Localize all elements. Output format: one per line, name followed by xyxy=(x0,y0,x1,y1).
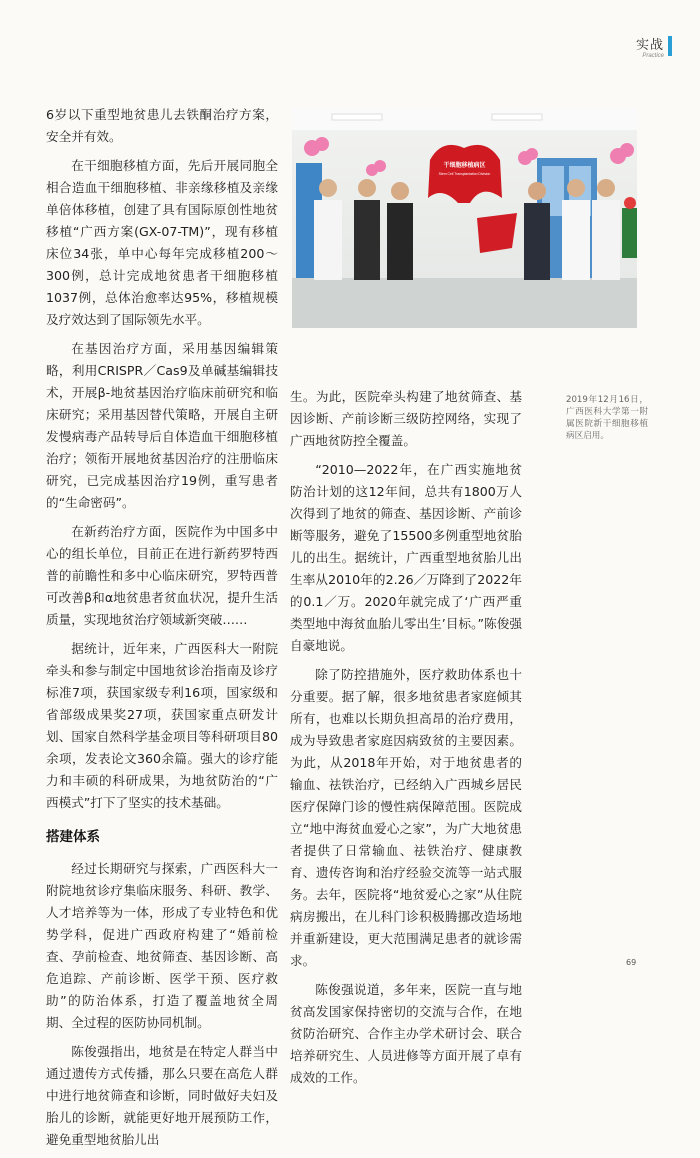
paragraph: 在新药治疗方面，医院作为中国多中心的组长单位，目前正在进行新药罗特西普的前瞻性和多中心临床研究，罗特西普可改善β和α地贫患者贫血状况，提升生活质量，实现地贫治疗领域新突破…… xyxy=(46,524,278,627)
paragraph: 在干细胞移植方面，先后开展同胞全相合造血干细胞移植、非亲缘移植及亲缘单倍体移植，创建了具有国际原创性地贫移植“广西方案(GX-07-TM)”，现有移植床位34张，单中心每年完成移植200～300例，总计完成地贫患者干细胞移植1037例，总体治愈率达95%，移植规模及疗效达到了国际领先水平。 xyxy=(46,158,278,327)
left-column xyxy=(46,104,278,1158)
photo-caption: 2019年12月16日，广西医科大学第一附属医院新干细胞移植病区启用。 xyxy=(566,395,648,441)
section-subtitle: Practice xyxy=(642,53,664,59)
page-number: 69 xyxy=(626,958,637,967)
paragraph: 生。为此，医院牵头构建了地贫筛查、基因诊断、产前诊断三级防控网络，实现了广西地贫防控全覆盖。 xyxy=(290,389,522,448)
ceremony-photo xyxy=(292,108,637,328)
ceremony-photo-illustration xyxy=(292,108,637,328)
paragraph: “2010—2022年，在广西实施地贫防治计划的这12年间，总共有1800万人次得到了地贫的筛查、基因诊断、产前诊断等服务，避免了15500多例重型地贫胎儿的出生。据统计，广西重型地贫胎儿出生率从2010年的2.26／万降到了2022年的0.1／万。2020年就完成了‘广西严重类型地中海贫血胎儿零出生’目标。”陈俊强自豪地说。 xyxy=(290,462,522,653)
paragraph: 6岁以下重型地贫患儿去铁酮治疗方案，安全并有效。 xyxy=(46,107,278,144)
section-accent-bar xyxy=(668,36,672,56)
section-title: 实战 xyxy=(635,38,664,53)
paragraph: 陈俊强说道，多年来，医院一直与地贫高发国家保持密切的交流与合作，在地贫防治研究、合作主办学术研讨会、联合培养研究生、人员进修等方面开展了卓有成效的工作。 xyxy=(290,982,522,1085)
signboard-text xyxy=(432,160,497,177)
section-heading: 搭建体系 xyxy=(46,829,100,845)
paragraph: 在基因治疗方面，采用基因编辑策略，利用CRISPR／Cas9及单碱基编辑技术，开展β-地贫基因治疗临床前研究和临床研究；采用基因替代策略，开展自主研发慢病毒产品转导后自体造血干细胞移植治疗；领衔开展地贫基因治疗的注册临床研究，已完成基因治疗19例，重写患者的“生命密码”。 xyxy=(46,341,278,510)
signboard-subtitle: Stem Cell Transplantation Division xyxy=(438,172,491,176)
paragraph: 经过长期研究与探索，广西医科大一附院地贫诊疗集临床服务、科研、教学、人才培养等为一体，形成了专业特色和优势学科，促进广西政府构建了“婚前检查、孕前检查、地贫筛查、基因诊断、高危追踪、产前诊断、医学干预、医疗救助”的防治体系，打造了覆盖地贫全周期、全过程的医防协同机制。 xyxy=(46,861,278,1030)
paragraph: 据统计，近年来，广西医科大一附院牵头和参与制定中国地贫诊治指南及诊疗标准7项，获国家级专利16项，国家级和省部级成果奖27项，获国家重点研发计划、国家自然科学基金项目等科研项目80余项，发表论文360余篇。强大的诊疗能力和丰硕的科研成果，为地贫防治的“广西模式”打下了坚实的技术基础。 xyxy=(46,641,278,810)
right-column xyxy=(290,386,522,1096)
section-header xyxy=(636,34,664,59)
paragraph: 陈俊强指出，地贫是在特定人群当中通过遗传方式传播，那么只要在高危人群中进行地贫筛查和诊断，同时做好夫妇及胎儿的诊断，就能更好地开展预防工作，避免重型地贫胎儿出 xyxy=(46,1044,278,1147)
paragraph: 除了防控措施外，医疗救助体系也十分重要。据了解，很多地贫患者家庭倾其所有，也难以长期负担高昂的治疗费用，成为导致患者家庭因病致贫的主要因素。为此，从2018年开始，对于地贫患者的输血、祛铁治疗，已经纳入广西城乡居民医疗保障门诊的慢性病保障范围。医院成立“地中海贫血爱心之家”，为广大地贫患者提供了日常输血、祛铁治疗、健康教育、遗传咨询和治疗经验交流等一站式服务。去年，医院将“地贫爱心之家”从住院病房搬出，在儿科门诊积极腾挪改造场地并重新建设，更大范围满足患者的就诊需求。 xyxy=(290,667,522,968)
signboard-title: 干细胞移植病区 xyxy=(443,162,486,169)
